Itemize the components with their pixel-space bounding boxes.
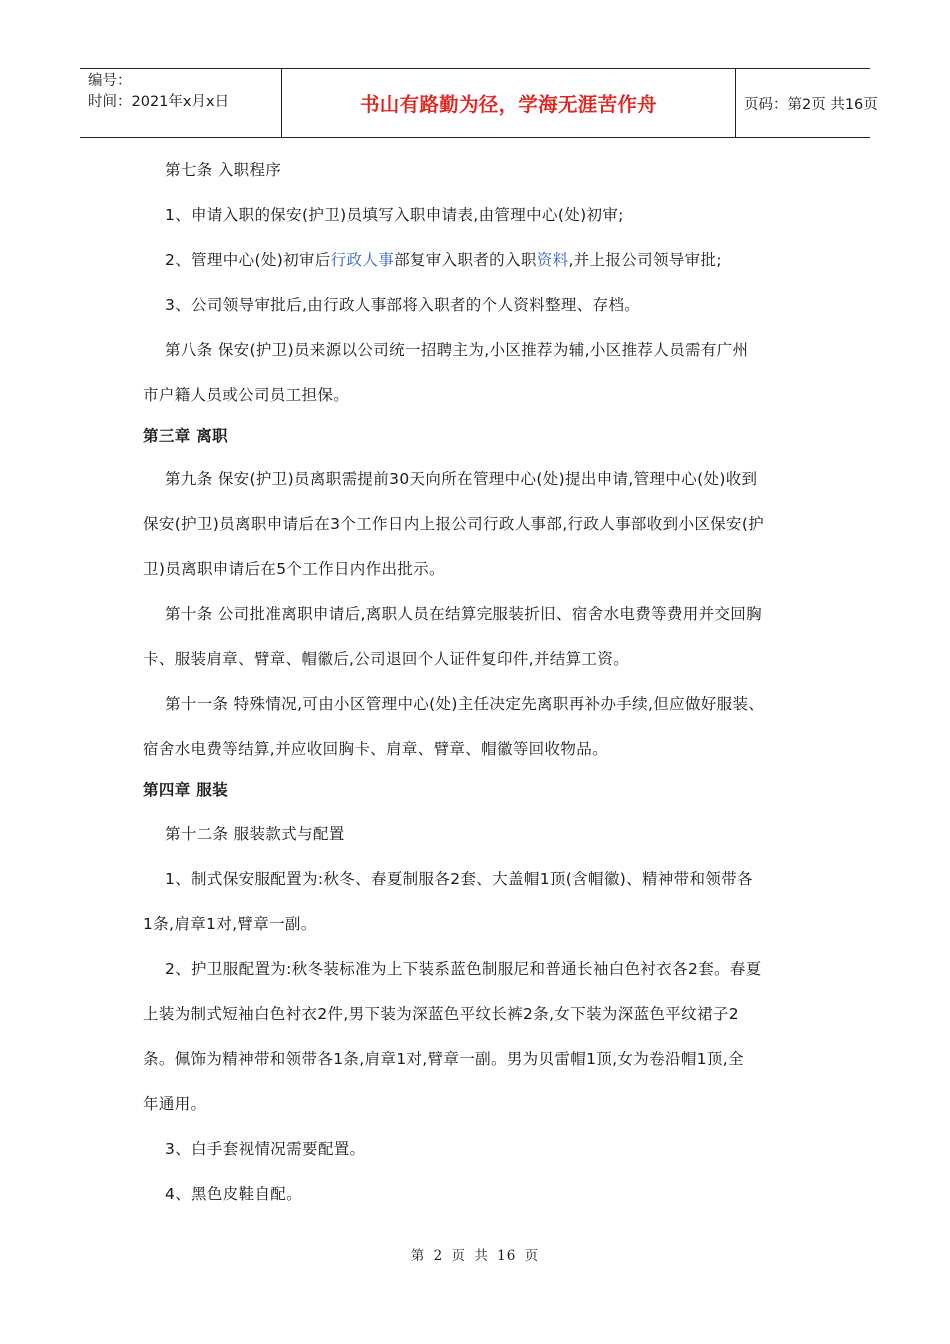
article-7-heading: 第七条 入职程序 <box>165 161 282 179</box>
paragraph-line: 上装为制式短袖白色衬衣2件,男下装为深蓝色平纹长裤2条,女下装为深蓝色平纹裙子2 <box>143 1005 739 1023</box>
text-segment: 部复审入职者的入职 <box>394 251 537 269</box>
document-number-label: 编号： <box>88 73 132 89</box>
paragraph-line: 保安(护卫)员离职申请后在3个工作日内上报公司行政人事部,行政人事部收到小区保安(护 <box>143 515 765 533</box>
paragraph-line: 2、护卫服配置为:秋冬装标准为上下装系蓝色制服尼和普通长袖白色衬衣各2套。春夏 <box>165 960 762 978</box>
header-page-info: 页码：第2页 共16页 <box>744 96 878 113</box>
text-segment: 2、管理中心(处)初审后 <box>165 251 331 269</box>
article-11-line: 第十一条 特殊情况,可由小区管理中心(处)主任决定先离职再补办手续,但应做好服装、 <box>165 695 765 713</box>
paragraph-line: 3、公司领导审批后,由行政人事部将入职者的个人资料整理、存档。 <box>165 296 641 314</box>
article-9-line: 第九条 保安(护卫)员离职需提前30天向所在管理中心(处)提出申请,管理中心(处)收到 <box>165 470 758 488</box>
paragraph-line: 4、黑色皮鞋自配。 <box>165 1185 303 1203</box>
page-footer: 第 2 页 共 16 页 <box>410 1248 540 1264</box>
paragraph-line: 1、制式保安服配置为:秋冬、春夏制服各2套、大盖帽1顶(含帽徽)、精神带和领带各 <box>165 870 753 888</box>
hr-link[interactable]: 行政人事 <box>330 251 395 269</box>
materials-link[interactable]: 资料 <box>536 251 569 269</box>
paragraph-line: 市户籍人员或公司员工担保。 <box>143 386 350 404</box>
chapter-3-heading: 第三章 离职 <box>143 427 228 445</box>
article-12-heading: 第十二条 服装款式与配置 <box>165 825 345 843</box>
article-8-line: 第八条 保安(护卫)员来源以公司统一招聘主为,小区推荐为辅,小区推荐人员需有广州 <box>165 341 749 359</box>
header-motto-cell <box>282 69 736 137</box>
paragraph-line: 1、申请入职的保安(护卫)员填写入职申请表,由管理中心(处)初审; <box>165 206 624 224</box>
paragraph-line: 1条,肩章1对,臂章一副。 <box>143 915 317 933</box>
page-header <box>80 68 878 138</box>
header-motto: 书山有路勤为径，学海无涯苦作舟 <box>359 93 657 116</box>
paragraph-line <box>165 249 722 271</box>
article-10-line: 第十条 公司批准离职申请后,离职人员在结算完服装折旧、宿舍水电费等费用并交回胸 <box>165 605 763 623</box>
chapter-4-heading: 第四章 服装 <box>143 781 228 799</box>
paragraph-line: 宿舍水电费等结算,并应收回胸卡、肩章、臂章、帽徽等回收物品。 <box>143 740 608 758</box>
paragraph-line: 年通用。 <box>143 1095 207 1113</box>
paragraph-line: 卫)员离职申请后在5个工作日内作出批示。 <box>143 560 445 578</box>
document-time-label: 时间：2021年x月x日 <box>88 94 230 110</box>
paragraph-line: 条。佩饰为精神带和领带各1条,肩章1对,臂章一副。男为贝雷帽1顶,女为卷沿帽1顶,全 <box>143 1050 744 1068</box>
paragraph-line: 3、白手套视情况需要配置。 <box>165 1140 366 1158</box>
text-segment: ,并上报公司领导审批; <box>568 251 722 269</box>
header-meta-cell <box>80 69 282 137</box>
paragraph-line: 卡、服装肩章、臂章、帽徽后,公司退回个人证件复印件,并结算工资。 <box>143 650 630 668</box>
